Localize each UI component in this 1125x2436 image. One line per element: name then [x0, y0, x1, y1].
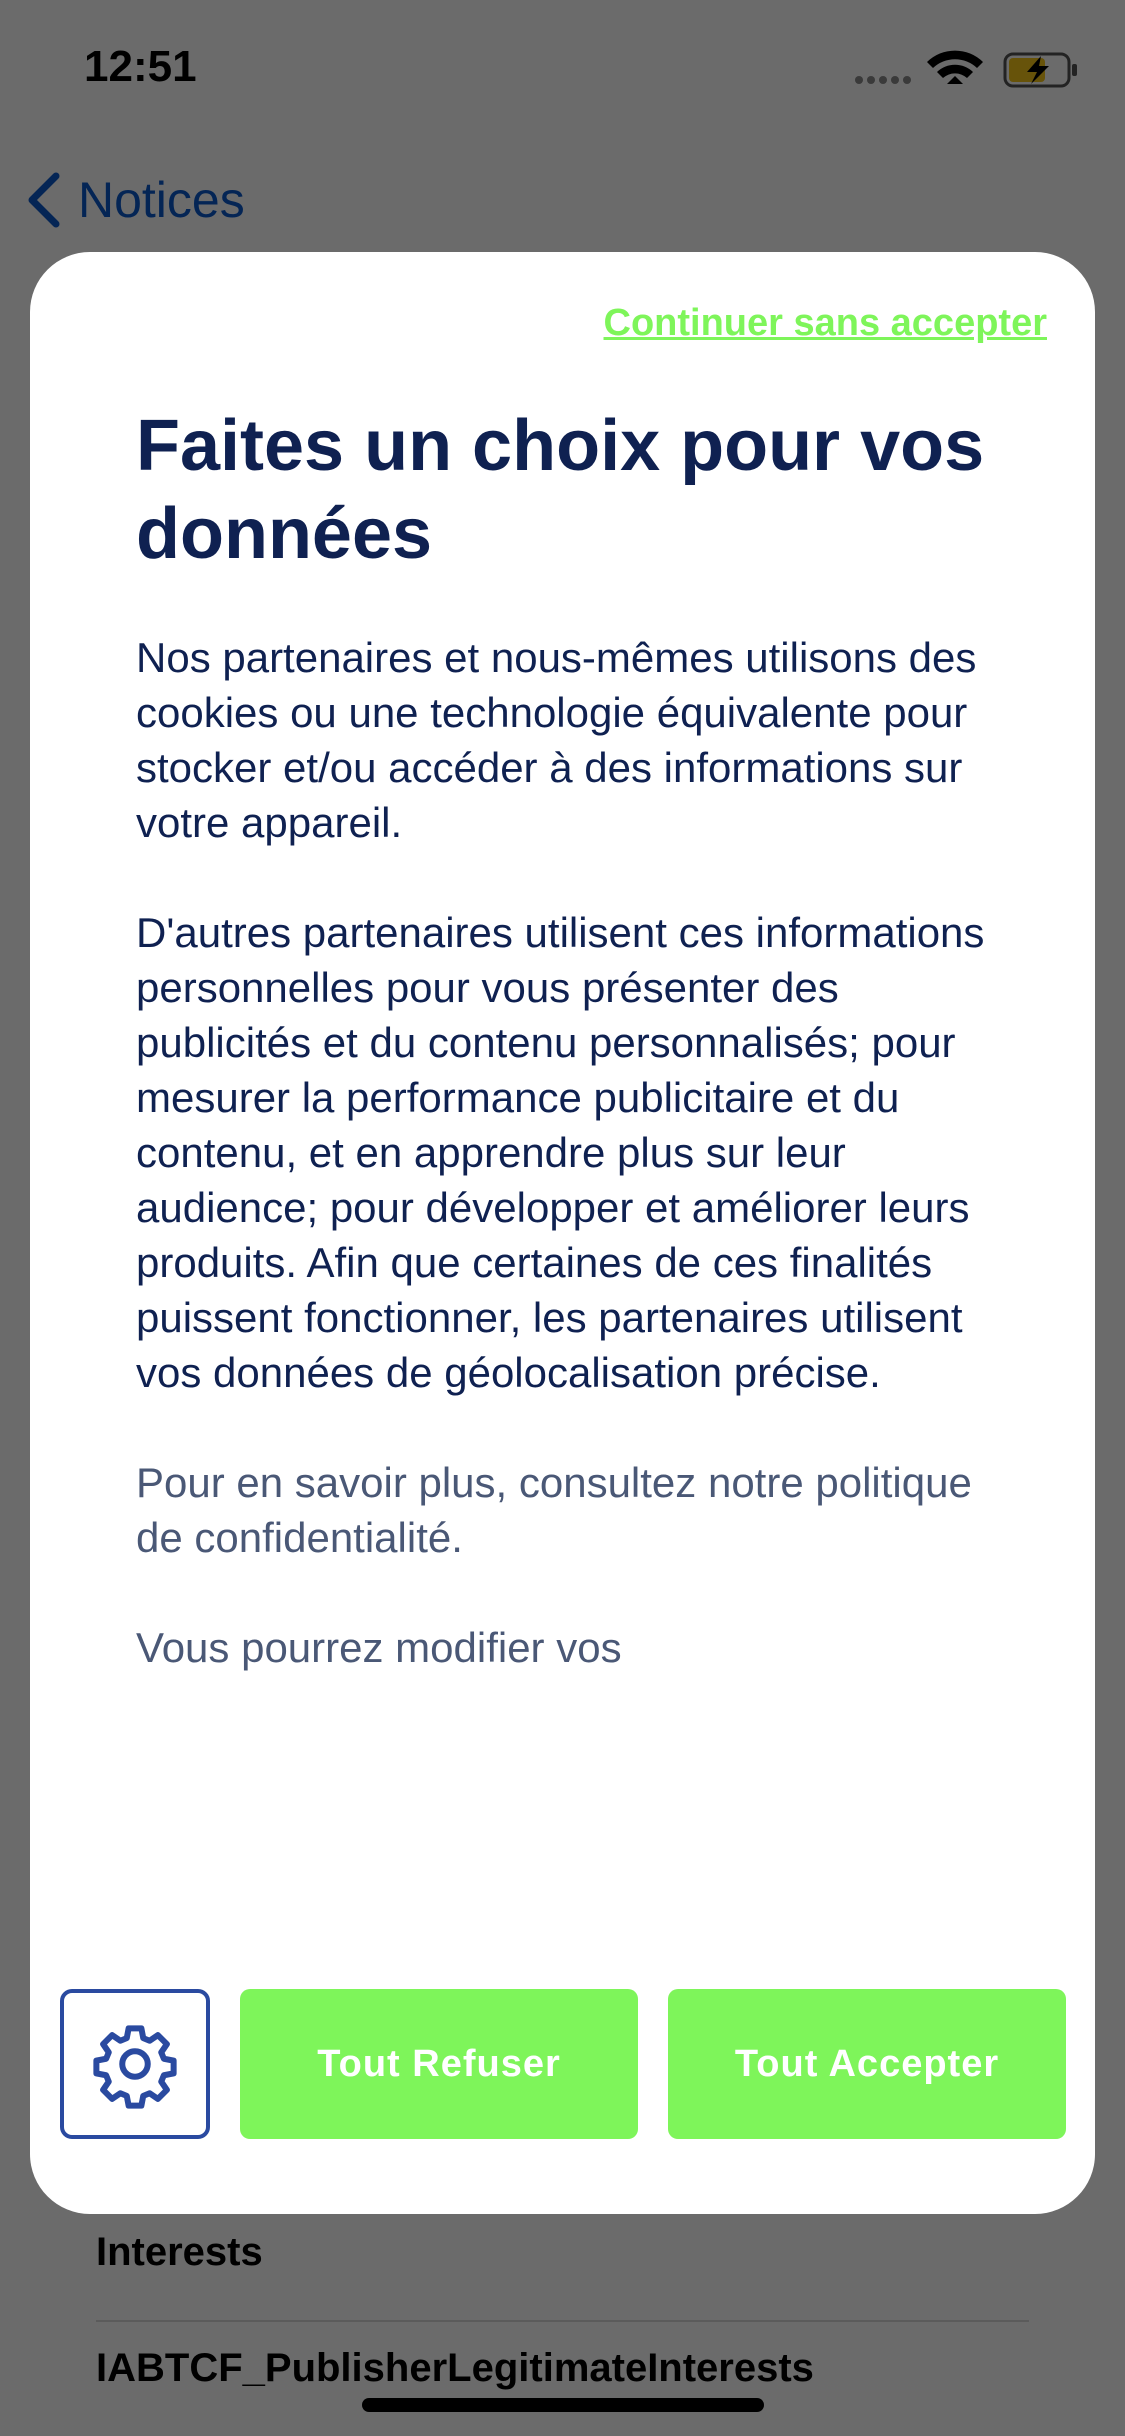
body-paragraph: Nos partenaires et nous-mêmes utilisons des cookies ou une technologie équivalente pour stocker et/ou accéder à des informations sur votre appareil. — [136, 634, 977, 846]
privacy-policy-text: Pour en savoir plus, consultez notre politique de confidentialité. — [136, 1459, 972, 1561]
home-indicator — [362, 2398, 764, 2412]
refuse-all-button[interactable]: Tout Refuser — [240, 1989, 638, 2139]
continue-without-accepting-link[interactable]: Continuer sans accepter — [603, 302, 1047, 344]
body-paragraph: Vous pourrez modifier vos — [136, 1624, 622, 1671]
accept-all-button[interactable]: Tout Accepter — [668, 1989, 1066, 2139]
dialog-body[interactable] — [136, 630, 1016, 2170]
gear-icon — [90, 2019, 180, 2109]
consent-dialog — [30, 252, 1095, 2214]
settings-button[interactable] — [60, 1989, 210, 2139]
body-paragraph: D'autres partenaires utilisent ces informations personnelles pour vous présenter des publicités et du contenu personnalisés; pour mesurer la performance publicitaire et du contenu, et en apprendre plus sur leur audience; pour développer et améliorer leurs produits. Afin que certaines de ces finalités puissent fonctionner, les partenaires utilisent vos données de géolocalisation précise. — [136, 909, 985, 1396]
dialog-title: Faites un choix pour vos données — [136, 406, 985, 574]
